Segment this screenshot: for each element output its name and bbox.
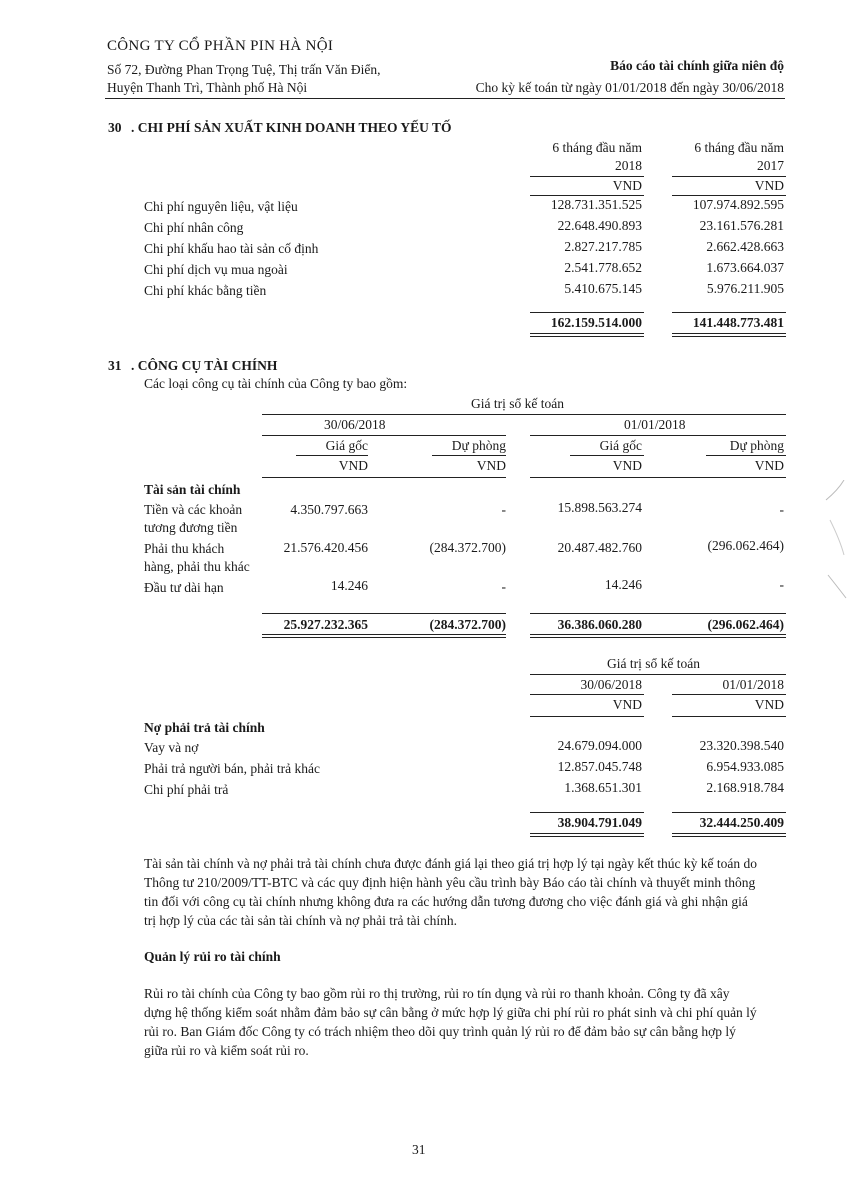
row-label: Chi phí nhân công xyxy=(144,220,244,235)
section-title: . CÔNG CỤ TÀI CHÍNH xyxy=(131,358,278,373)
total-double-rule xyxy=(672,333,786,337)
total-top-rule xyxy=(672,812,786,813)
total-value: 162.159.514.000 xyxy=(550,315,642,330)
unit-rule xyxy=(672,716,786,717)
paragraph-line: trị hợp lý của các tài sản tài chính và nợ phải trả tài chính. xyxy=(144,913,458,928)
cell: (284.372.700) xyxy=(429,540,506,555)
row-label: Vay và nợ xyxy=(144,740,199,755)
company-address-line1: Số 72, Đường Phan Trọng Tuệ, Thị trấn Văn Điển, xyxy=(107,62,381,77)
col-unit: VND xyxy=(612,697,642,712)
row-value: 23.320.398.540 xyxy=(699,738,784,753)
col-rule xyxy=(672,176,786,177)
cell: 15.898.563.274 xyxy=(557,500,642,515)
row-label: Đầu tư dài hạn xyxy=(144,580,224,595)
cell: 4.350.797.663 xyxy=(290,502,368,517)
total-value: 36.386.060.280 xyxy=(557,617,642,632)
cell: 14.246 xyxy=(604,577,642,592)
paragraph-line: rủi ro. Ban Giám đốc Công ty có trách nhiệm theo dõi quy trình quản lý rủi ro để đảm bảo sự cân bằng hợp lý xyxy=(144,1024,736,1039)
row-value: 1.368.651.301 xyxy=(564,780,642,795)
col-unit: VND xyxy=(338,458,368,473)
col-unit: VND xyxy=(612,458,642,473)
row-label-cont: tương đương tiền xyxy=(144,520,238,535)
subheading: Quản lý rủi ro tài chính xyxy=(144,949,281,964)
total-top-rule xyxy=(672,312,786,313)
row-value: 2.168.918.784 xyxy=(706,780,784,795)
super-header-rule xyxy=(262,414,786,415)
col-rule xyxy=(296,455,368,456)
total-double-rule xyxy=(672,833,786,837)
total-double-rule xyxy=(262,634,506,638)
unit-rule xyxy=(530,477,786,478)
total-value: 32.444.250.409 xyxy=(699,815,784,830)
unit-rule xyxy=(262,477,506,478)
section-title: . CHI PHÍ SẢN XUẤT KINH DOANH THEO YẾU TỐ xyxy=(131,120,452,135)
period-header: 30/06/2018 xyxy=(580,677,642,692)
row-label-cont: hàng, phải thu khác xyxy=(144,559,250,574)
total-value: 25.927.232.365 xyxy=(283,617,368,632)
period-header: 30/06/2018 xyxy=(324,417,386,432)
row-label: Chi phí khác bằng tiền xyxy=(144,283,267,298)
unit-rule xyxy=(530,195,644,196)
cell: (296.062.464) xyxy=(707,538,784,553)
row-value: 107.974.892.595 xyxy=(692,197,784,212)
paragraph-line: Rủi ro tài chính của Công ty bao gồm rủi ro thị trường, rủi ro tín dụng và rủi ro thanh khoản. Công ty đã xây xyxy=(144,986,730,1001)
company-address-line2: Huyện Thanh Trì, Thành phố Hà Nội xyxy=(107,80,308,95)
section-number: 31 xyxy=(108,358,122,373)
paragraph-line: dựng hệ thống kiểm soát nhằm đảm bảo sự cân bằng ở mức hợp lý giữa chi phí rủi ro phát sinh và chi phí quản lý xyxy=(144,1005,757,1020)
total-double-rule xyxy=(530,833,644,837)
period-rule xyxy=(530,435,786,436)
col-unit: VND xyxy=(612,178,642,193)
cell: 14.246 xyxy=(330,578,368,593)
row-value: 5.410.675.145 xyxy=(564,281,642,296)
row-value: 24.679.094.000 xyxy=(557,738,642,753)
super-header: Giá trị sổ kế toán xyxy=(607,656,700,671)
total-top-rule xyxy=(530,312,644,313)
total-value: 141.448.773.481 xyxy=(692,315,784,330)
row-label: Tiền và các khoản xyxy=(144,502,243,517)
header-rule xyxy=(105,98,785,99)
total-value: (284.372.700) xyxy=(429,617,506,632)
unit-rule xyxy=(672,195,786,196)
row-value: 2.541.778.652 xyxy=(564,260,642,275)
col-rule xyxy=(570,455,644,456)
col-header: 6 tháng đầu năm xyxy=(552,140,642,155)
period-rule xyxy=(262,435,506,436)
col-rule xyxy=(672,694,786,695)
period-header: 01/01/2018 xyxy=(624,417,686,432)
row-label: Chi phí dịch vụ mua ngoài xyxy=(144,262,288,277)
paragraph-line: Tài sản tài chính và nợ phải trả tài chính chưa được đánh giá lại theo giá trị hợp lý tại ngày kết thúc kỳ kế toán do xyxy=(144,856,757,871)
total-value: (296.062.464) xyxy=(707,617,784,632)
paragraph-line: tin đối với công cụ tài chính nhưng không đưa ra các hướng dẫn tương đương cho việc đánh giá và ghi nhận giá xyxy=(144,894,748,909)
total-double-rule xyxy=(530,634,786,638)
paragraph-line: giữa rủi ro và kiểm soát rủi ro. xyxy=(144,1043,309,1058)
col-rule xyxy=(706,455,786,456)
paragraph-line: Thông tư 210/2009/TT-BTC và các quy định hiện hành yêu cầu trình bày Báo cáo tài chính và thuyết minh thông xyxy=(144,875,756,890)
row-value: 5.976.211.905 xyxy=(706,281,784,296)
total-top-rule xyxy=(262,613,506,614)
unit-rule xyxy=(530,716,644,717)
col-header: 6 tháng đầu năm xyxy=(694,140,784,155)
section-intro: Các loại công cụ tài chính của Công ty bao gồm: xyxy=(144,376,408,391)
super-header: Giá trị sổ kế toán xyxy=(471,396,564,411)
row-value: 12.857.045.748 xyxy=(557,759,642,774)
col-rule xyxy=(530,694,644,695)
total-top-rule xyxy=(530,812,644,813)
report-period: Cho kỳ kế toán từ ngày 01/01/2018 đến ngày 30/06/2018 xyxy=(475,80,784,95)
col-unit: VND xyxy=(754,697,784,712)
col-rule xyxy=(432,455,506,456)
cell: - xyxy=(501,579,506,594)
row-value: 128.731.351.525 xyxy=(550,197,642,212)
cell: - xyxy=(501,502,506,517)
row-value: 1.673.664.037 xyxy=(706,260,784,275)
row-label: Chi phí phải trả xyxy=(144,782,229,797)
row-value: 6.954.933.085 xyxy=(706,759,784,774)
row-label: Chi phí khấu hao tài sản cố định xyxy=(144,241,319,256)
super-header-rule xyxy=(530,674,786,675)
row-label: Phải thu khách xyxy=(144,541,225,556)
col-rule xyxy=(530,176,644,177)
group-heading: Tài sản tài chính xyxy=(144,482,241,497)
page-number: 31 xyxy=(412,1142,426,1157)
cell: - xyxy=(779,577,784,592)
col-unit: VND xyxy=(476,458,506,473)
col-provision: Dự phòng xyxy=(729,438,784,453)
cell: 20.487.482.760 xyxy=(557,540,642,555)
row-label: Phải trả người bán, phải trả khác xyxy=(144,761,321,776)
row-value: 23.161.576.281 xyxy=(699,218,784,233)
row-value: 22.648.490.893 xyxy=(557,218,642,233)
col-header-year: 2018 xyxy=(615,158,642,173)
col-cost: Giá gốc xyxy=(599,438,642,453)
cell: 21.576.420.456 xyxy=(283,540,368,555)
cell: - xyxy=(779,502,784,517)
total-top-rule xyxy=(530,613,786,614)
total-value: 38.904.791.049 xyxy=(557,815,642,830)
col-unit: VND xyxy=(754,458,784,473)
row-label: Chi phí nguyên liệu, vật liệu xyxy=(144,199,298,214)
col-provision: Dự phòng xyxy=(451,438,506,453)
col-header-year: 2017 xyxy=(757,158,784,173)
row-value: 2.662.428.663 xyxy=(706,239,784,254)
total-double-rule xyxy=(530,333,644,337)
col-cost: Giá gốc xyxy=(325,438,368,453)
report-title: Báo cáo tài chính giữa niên độ xyxy=(610,58,784,73)
section-number: 30 xyxy=(108,120,122,135)
col-unit: VND xyxy=(754,178,784,193)
period-header: 01/01/2018 xyxy=(722,677,784,692)
row-value: 2.827.217.785 xyxy=(564,239,642,254)
company-name: CÔNG TY CỔ PHẦN PIN HÀ NỘI xyxy=(107,38,334,54)
scan-artifact xyxy=(818,480,848,600)
group-heading: Nợ phải trả tài chính xyxy=(144,720,265,735)
